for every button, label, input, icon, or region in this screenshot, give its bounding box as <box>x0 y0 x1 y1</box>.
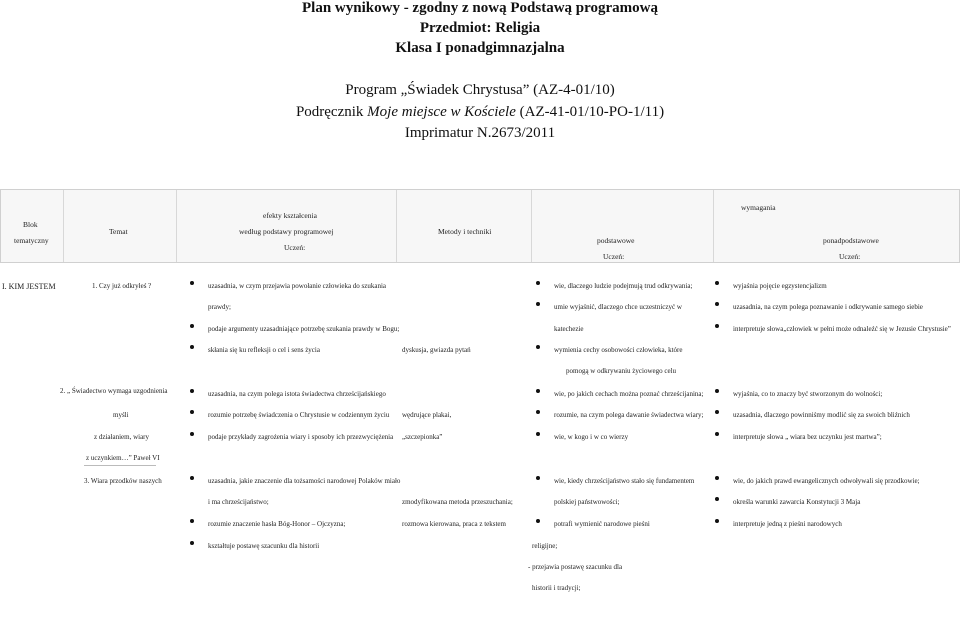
advanced-4: wyjaśnia, co to znaczy być stworzonym do wolności; <box>733 390 883 398</box>
header-metody: Metody i techniki <box>438 227 492 236</box>
bullet-icon <box>536 519 540 523</box>
bullet-icon <box>715 302 719 306</box>
textbook-code: (AZ-41-01/10-PO-1/11) <box>515 104 665 120</box>
bullet-icon <box>190 541 194 545</box>
subject-title: Przedmiot: Religia <box>419 20 541 36</box>
header-uczen: Uczeń: <box>284 243 306 252</box>
effect-1: uzasadnia, w czym przejawia powołanie człowieka do szukania <box>208 282 387 290</box>
effect-9: kształtuje postawę szacunku dla historii <box>208 542 320 550</box>
advanced-1: wyjaśnia pojęcie egzystencjalizm <box>733 282 827 290</box>
basic-8: potrafi wymienić narodowe pieśni <box>554 520 650 528</box>
imprimatur-line: Imprimatur N.2673/2011 <box>404 125 556 141</box>
method-4: zmodyfikowana metoda przeszuchania; <box>402 498 513 506</box>
basic-1: wie, dlaczego ludzie podejmują trud odkrywania; <box>554 282 693 290</box>
textbook-prefix: Podręcznik <box>295 104 368 120</box>
program-line: Program „Świadek Chrystusa” (AZ-4-01/10) <box>345 82 615 98</box>
col-divider <box>396 190 397 262</box>
advanced-9: interpretuje jedną z pieśni narodowych <box>733 520 842 528</box>
effect-2: podaje argumenty uzasadniające potrzebę szukania prawdy w Bogu; <box>208 325 400 333</box>
col-divider <box>176 190 177 262</box>
method-1: dyskusja, gwiazda pytań <box>402 346 471 354</box>
basic-5: rozumie, na czym polega dawanie świadectwa wiary; <box>554 411 704 419</box>
advanced-2: uzasadnia, na czym polega poznawanie i odkrywanie samego siebie <box>733 303 923 311</box>
bullet-icon <box>715 432 719 436</box>
bullet-icon <box>536 476 540 480</box>
effect-8: rozumie znaczenie hasła Bóg-Honor – Ojczyzna; <box>208 520 346 528</box>
header-tematyczny: tematyczny <box>14 236 49 245</box>
bullet-icon <box>190 476 194 480</box>
topic-2-line1: 2. „ Świadectwo wymaga uzgodnienia <box>60 387 168 395</box>
col-divider <box>713 190 714 262</box>
bullet-icon <box>715 324 719 328</box>
effect-7: uzasadnia, jakie znaczenie dla tożsamości narodowej Polaków miało <box>208 477 401 485</box>
topic-1: 1. Czy już odkryłeś ? <box>92 282 152 290</box>
effect-4: uzasadnia, na czym polega istota świadectwa chrześcijańskiego <box>208 390 386 398</box>
topic-2-line2: myśli <box>113 411 129 419</box>
bullet-icon <box>536 302 540 306</box>
method-3: „szczepionka” <box>402 433 443 441</box>
col-divider <box>63 190 64 262</box>
effect-5: rozumie potrzebę świadczenia o Chrystusie w codziennym życiu <box>208 411 390 419</box>
basic-7: wie, kiedy chrześcijaństwo stało się fundamentem <box>554 477 695 485</box>
bullet-icon <box>715 410 719 414</box>
method-2: wędrujące plakai, <box>402 411 452 419</box>
bullet-icon <box>190 410 194 414</box>
textbook-line <box>0 104 960 121</box>
plan-title: Plan wynikowy - zgodny z nową Podstawą programową <box>302 0 658 16</box>
bullet-icon <box>536 432 540 436</box>
header-efekty: efekty kształcenia <box>263 211 317 220</box>
bullet-icon <box>190 281 194 285</box>
advanced-5: uzasadnia, dlaczego powinniśmy modlić się za swoich bliźnich <box>733 411 910 419</box>
effect-7-cont: i ma chrześcijaństwo; <box>208 498 269 506</box>
basic-6: wie, w kogo i w co wierzy <box>554 433 629 441</box>
header-podstawowe-uczen: Uczeń: <box>603 252 625 261</box>
row-separator <box>84 465 156 466</box>
header-temat: Temat <box>109 227 128 236</box>
header-ponadpodstawowe: ponadpodstawowe <box>823 236 879 245</box>
bullet-icon <box>190 519 194 523</box>
advanced-3: interpretuje słowa„człowiek w pełni może odnaleźć się w Jezusie Chrystusie” <box>733 325 951 333</box>
topic-2-line3: z działaniem, wiary <box>94 433 150 441</box>
block-label: I. KIM JESTEM <box>2 282 56 291</box>
advanced-6: interpretuje słowa „ wiara bez uczynku jest martwa”; <box>733 433 882 441</box>
basic-8-cont: religijne; <box>532 542 558 550</box>
bullet-icon <box>190 324 194 328</box>
basic-3-cont: pomogą w odkrywaniu życiowego celu <box>566 367 677 375</box>
header-blok: Blok <box>23 220 38 229</box>
bullet-icon <box>715 476 719 480</box>
table-header <box>0 189 960 263</box>
bullet-icon <box>715 389 719 393</box>
bullet-icon <box>715 519 719 523</box>
basic-9: - przejawia postawę szacunku dla <box>528 563 623 571</box>
topic-3: 3. Wiara przodków naszych <box>84 477 162 485</box>
basic-2-cont: katechezie <box>554 325 584 333</box>
method-5: rozmowa kierowana, praca z tekstem <box>402 520 506 528</box>
bullet-icon <box>715 497 719 501</box>
basic-3: wymienia cechy osobowości człowieka, które <box>554 346 683 354</box>
bullet-icon <box>190 389 194 393</box>
header-podstawowe: podstawowe <box>597 236 635 245</box>
basic-2: umie wyjaśnić, dlaczego chce uczestniczyć w <box>554 303 682 311</box>
bullet-icon <box>536 345 540 349</box>
header-wymagania: wymagania <box>741 203 776 212</box>
advanced-7: wie, do jakich prawd ewangelicznych odwoływali się przodkowie; <box>733 477 920 485</box>
bullet-icon <box>190 432 194 436</box>
bullet-icon <box>715 281 719 285</box>
effect-1-cont: prawdy; <box>208 303 231 311</box>
col-divider <box>531 190 532 262</box>
topic-2-line4: z uczynkiem…” Paweł VI <box>86 454 160 462</box>
basic-7-cont: polskiej państwowości; <box>554 498 620 506</box>
bullet-icon <box>536 389 540 393</box>
bullet-icon <box>536 410 540 414</box>
class-title: Klasa I ponadgimnazjalna <box>395 40 565 56</box>
bullet-icon <box>190 345 194 349</box>
header-ponadpodstawowe-uczen: Uczeń: <box>839 252 861 261</box>
basic-4: wie, po jakich cechach można poznać chrześcijanina; <box>554 390 704 398</box>
advanced-8: określa warunki zawarcia Konstytucji 3 Maja <box>733 498 861 506</box>
effect-3: skłania się ku refleksji o cel i sens życia <box>208 346 320 354</box>
bullet-icon <box>536 281 540 285</box>
basic-9-cont: historii i tradycji; <box>532 584 581 592</box>
effect-6: podaje przykłady zagrożenia wiary i sposoby ich przezwyciężenia <box>208 433 394 441</box>
header-wedlug: według podstawy programowej <box>239 227 334 236</box>
textbook-title: Moje miejsce w Kościele <box>367 104 516 120</box>
